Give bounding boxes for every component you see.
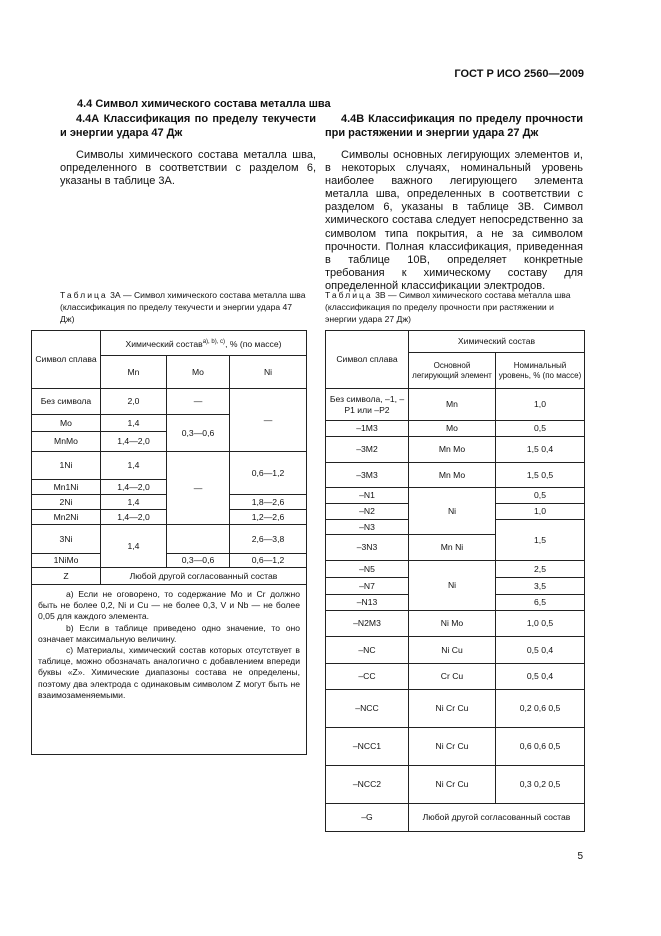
header-symbol: Символ сплава xyxy=(32,331,101,389)
cell: –N5 xyxy=(326,561,409,578)
cell: 1,4 xyxy=(101,525,167,568)
section-title: 4.4 Символ химического состава металла шва xyxy=(77,98,331,110)
left-paragraph: Символы химического состава металла шва, определенного в соответствии с разделом 6, указаны в таблице 3А. xyxy=(60,149,316,188)
right-subsection-title: 4.4В Классификация по пределу прочности при растяжении и энергии удара 27 Дж xyxy=(325,113,583,139)
cell: 1,5 0,5 xyxy=(496,463,585,488)
cell: 1,0 xyxy=(496,389,585,421)
cell: 0,5 xyxy=(496,421,585,437)
hdr-chem-tail: , % (по массе) xyxy=(225,338,282,349)
cell: 2,6—3,8 xyxy=(230,525,307,554)
cell: 1,4 xyxy=(101,415,167,432)
cell: Ni Cu xyxy=(409,637,496,664)
cell: 0,3 0,2 0,5 xyxy=(496,766,585,804)
cell: Без символа xyxy=(32,389,101,415)
cell: –CC xyxy=(326,664,409,690)
cell: 1,0 xyxy=(496,504,585,520)
cell: Mn Mo xyxy=(409,437,496,463)
table-3a-notes xyxy=(32,585,307,755)
cell: 1,4 xyxy=(101,495,167,510)
cell: –N7 xyxy=(326,578,409,595)
cell: Mn1Ni xyxy=(32,480,101,495)
cell: 2,5 xyxy=(496,561,585,578)
cell: –NCC xyxy=(326,690,409,728)
table-3a-caption xyxy=(60,289,308,325)
cell: –NC xyxy=(326,637,409,664)
header-symbol: Символ сплава xyxy=(326,331,409,389)
cell: Без символа, –1, –P1 или –P2 xyxy=(326,389,409,421)
caption-text: 3А — Символ химического состава металла шва (классификация по пределу текучести и энергии удара 47 Дж) xyxy=(60,290,306,324)
cell: — xyxy=(167,452,230,525)
header-chem-composition: Химический состав xyxy=(409,331,585,353)
caption-lead: Таблица xyxy=(60,290,108,300)
cell: –N1 xyxy=(326,488,409,504)
cell: Ni xyxy=(409,488,496,535)
footnote-b: b) Если в таблице приведено одно значение, то оно означает максимальную величину. xyxy=(38,622,300,644)
cell: –3N3 xyxy=(326,535,409,561)
cell: –3M3 xyxy=(326,463,409,488)
cell: 0,3—0,6 xyxy=(167,415,230,452)
cell: Mo xyxy=(32,415,101,432)
table-3b xyxy=(325,330,585,832)
cell: 1,8—2,6 xyxy=(230,495,307,510)
cell: Mn2Ni xyxy=(32,510,101,525)
cell: 1,5 0,4 xyxy=(496,437,585,463)
cell: Ni Cr Cu xyxy=(409,728,496,766)
cell: –G xyxy=(326,804,409,832)
cell: Mn Mo xyxy=(409,463,496,488)
cell: — xyxy=(167,389,230,415)
cell: — xyxy=(230,389,307,452)
cell: 1Ni xyxy=(32,452,101,480)
cell: Любой другой согласованный состав xyxy=(409,804,585,832)
table-3b-caption xyxy=(325,289,583,325)
header-ni: Ni xyxy=(230,356,307,389)
cell: 6,5 xyxy=(496,595,585,611)
cell: 1,4 xyxy=(101,452,167,480)
cell: 0,3—0,6 xyxy=(167,554,230,568)
cell: –NCC2 xyxy=(326,766,409,804)
cell: –N3 xyxy=(326,520,409,535)
cell: 0,6—1,2 xyxy=(230,452,307,495)
page-number: 5 xyxy=(577,851,583,862)
cell: Mo xyxy=(409,421,496,437)
hdr-chem-main: Химический состав xyxy=(125,338,203,349)
cell: 2Ni xyxy=(32,495,101,510)
hdr-chem-footnote-refs: a), b), c) xyxy=(202,338,226,345)
cell: 1,4—2,0 xyxy=(101,432,167,452)
header-chem-composition xyxy=(101,331,307,356)
header-mo: Mo xyxy=(167,356,230,389)
cell: –N2M3 xyxy=(326,611,409,637)
cell: Ni Cr Cu xyxy=(409,690,496,728)
cell: –N13 xyxy=(326,595,409,611)
cell: Cr Cu xyxy=(409,664,496,690)
cell: 1,0 0,5 xyxy=(496,611,585,637)
cell xyxy=(167,525,230,554)
cell: 0,5 xyxy=(496,488,585,504)
cell: 2,0 xyxy=(101,389,167,415)
cell: 0,6 0,6 0,5 xyxy=(496,728,585,766)
header-main-element: Основной легирующий элемент xyxy=(409,353,496,389)
left-subsection-title: 4.4А Классификация по пределу текучести и энергии удара 47 Дж xyxy=(60,113,316,139)
caption-text: 3В — Символ химического состава металла шва (классификация по пределу прочности при растяжении и энергии удара 27 Дж) xyxy=(325,290,571,324)
cell: MnMo xyxy=(32,432,101,452)
cell: Ni xyxy=(409,561,496,611)
cell: Z xyxy=(32,568,101,585)
header-mn: Mn xyxy=(101,356,167,389)
cell: 1NiMo xyxy=(32,554,101,568)
cell: 3,5 xyxy=(496,578,585,595)
cell: –1M3 xyxy=(326,421,409,437)
cell: 3Ni xyxy=(32,525,101,554)
cell: 0,6—1,2 xyxy=(230,554,307,568)
table-3a xyxy=(31,330,307,755)
footnote-a: a) Если не оговорено, то содержание Mo и Cr должно быть не более 0,2, Ni и Cu — не более 0,3, V и Nb — не более 0,05 для каждого элемента. xyxy=(38,589,300,622)
header-nominal-level: Номинальный уровень, % (по массе) xyxy=(496,353,585,389)
cell: 1,5 xyxy=(496,520,585,561)
cell: Ni Cr Cu xyxy=(409,766,496,804)
cell: Ni Mo xyxy=(409,611,496,637)
cell: –NCC1 xyxy=(326,728,409,766)
cell: 0,5 0,4 xyxy=(496,664,585,690)
footnote-c: c) Материалы, химический состав которых отсутствует в таблице, можно обозначать аналогично с добавлением впереди буквы «Z». Химические диапазоны состава не определены, поэтому два электрода с одинаковым символом Z могут быть не взаимозаменяемыми. xyxy=(38,645,300,700)
cell: 1,4—2,0 xyxy=(101,480,167,495)
cell: 1,2—2,6 xyxy=(230,510,307,525)
cell: 0,5 0,4 xyxy=(496,637,585,664)
cell: 0,2 0,6 0,5 xyxy=(496,690,585,728)
cell: Mn xyxy=(409,389,496,421)
cell: Mn Ni xyxy=(409,535,496,561)
cell: 1,4—2,0 xyxy=(101,510,167,525)
cell: –N2 xyxy=(326,504,409,520)
cell: –3M2 xyxy=(326,437,409,463)
right-paragraph: Символы основных легирующих элементов и, в некоторых случаях, номинальный уровень наиболее важного легирующего элемента металла шва, определенных в соответствии с разделом 6, указаны в таблице 3В. Символ химического состава следует непосредственно за символом типа покрытия, а не за символом прочности. Полная классификация, приведенная в таблице 10В, определяет конкретные требования к химическому составу для определенной классификации электродов. xyxy=(325,149,583,292)
caption-lead: Таблица xyxy=(325,290,373,300)
document-header: ГОСТ Р ИСО 2560—2009 xyxy=(454,68,584,80)
cell: Любой другой согласованный состав xyxy=(101,568,307,585)
